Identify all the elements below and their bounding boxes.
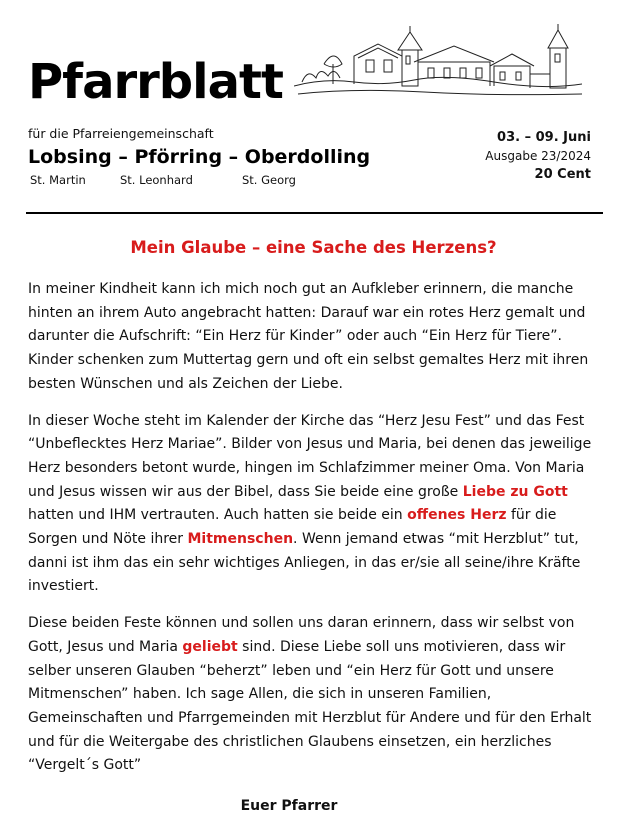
article-body <box>28 278 596 791</box>
issue-meta <box>485 130 591 182</box>
paragraph-2-text: für die Sorgen und Nöte ihrer <box>28 507 557 548</box>
masthead-subtitle: für die Pfarreiengemeinschaft <box>28 126 214 141</box>
paragraph-3 <box>28 612 596 778</box>
page-title: Pfarrblatt <box>28 54 283 110</box>
issue-price: 20 Cent <box>534 167 591 182</box>
paragraph-2-text: hatten und IHM vertrauten. Auch hatten sie beide ein <box>28 507 408 524</box>
issue-dates: 03. – 09. Juni <box>497 130 591 145</box>
paragraph-1: In meiner Kindheit kann ich mich noch gut an Aufkleber erinnern, die manche hinten an ihrem Auto angebracht hatten: Darauf war ein rotes Herz gemalt und darunter die Aufschrift: “Ein Herz für Kinder” oder auch “Ein Herz für Tiere”. Kinder schenken zum Muttertag gern und oft ein selbst gemaltes Herz mit ihren besten Wünschen und als Zeichen der Liebe. <box>28 281 589 392</box>
paragraph-3-text: sind. Diese Liebe soll uns motivieren, dass wir selber unseren Glauben “beherzt” leben und “ein Herz für Gott und unsere Mitmenschen” haben. Ich sage Allen, die sich in unseren Familien, Gemeinschaften und Pfarrgemeinden mit Herzblut für Andere und für den Erhalt und für die Weitergabe des christlichen Glaubens einsetzen, ein herzliches “Vergelt´s Gott” <box>28 638 592 774</box>
article-headline: Mein Glaube – eine Sache des Herzens? <box>130 238 497 257</box>
paragraph-2 <box>28 410 596 600</box>
highlight-geliebt: geliebt <box>182 638 238 655</box>
signature: Euer Pfarrer <box>240 798 338 814</box>
paragraph-2-text: In dieser Woche steht im Kalender der Kirche das “Herz Jesu Fest” und das Fest “Unbeflecktes Herz Mariae”. Bilder von Jesus und Maria, bei denen das jeweilige Herz besonders betont wurde, hingen im Schlafzimmer meiner Oma. Von Maria und Jesus wissen wir aus der Bibel, dass Sie beide eine große <box>28 412 592 500</box>
paragraph-2-text: . Wenn jemand etwas “mit Herzblut” tut, danni ist ihm das ein sehr wichtiges Anliegen, in das er/sie all seine/ihre Kräfte investiert. <box>28 531 581 595</box>
saint-martin: St. Martin <box>30 173 86 187</box>
parish-names: Lobsing – Pförring – Oberdolling <box>28 146 371 168</box>
issue-number: Ausgabe 23/2024 <box>485 149 591 163</box>
paragraph-3-text: Diese beiden Feste können und sollen uns daran erinnern, dass wir selbst von Gott, Jesus und Maria <box>28 615 575 655</box>
header-divider <box>26 212 603 214</box>
highlight-liebe-zu-gott: Liebe zu Gott <box>462 483 568 500</box>
church-sketch-icon <box>294 24 582 100</box>
highlight-mitmenschen: Mitmenschen <box>187 531 294 548</box>
saint-leonhard: St. Leonhard <box>120 173 193 187</box>
saint-georg: St. Georg <box>242 173 296 187</box>
highlight-offenes-herz: offenes Herz <box>407 507 507 524</box>
